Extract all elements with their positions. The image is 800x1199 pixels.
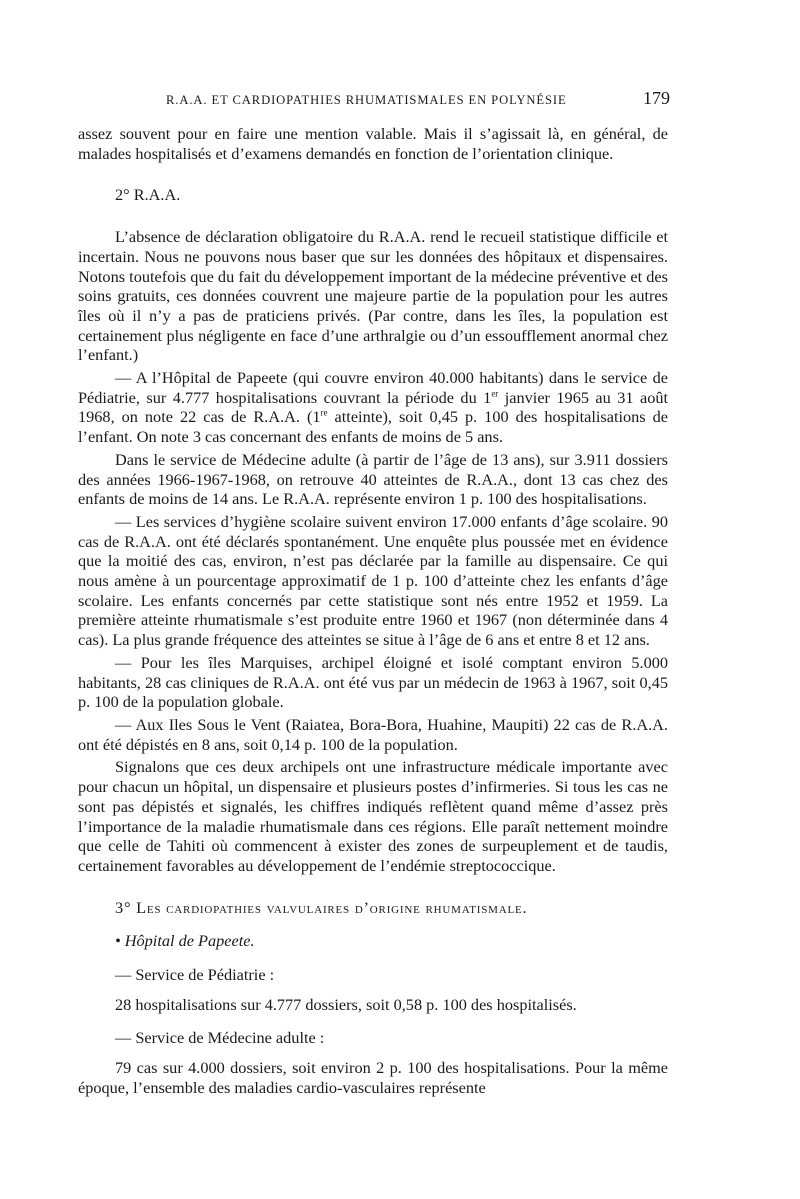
- paragraph-hopital-pediatrie: [78, 368, 668, 447]
- paragraph-signalons: Signalons que ces deux archipels ont une infrastructure médicale importante avec pour chacun un hôpital, un dispensaire et plusieurs postes d’infirmeries. Si tous les cas ne sont pas dépistés et signalés, les chiffres indiqués reflètent quand même d’assez près l’importance de la maladie rhumatismale dans ces régions. Elle paraît nettement moindre que celle de Tahiti où commencent à exister des zones de surpeuplement et de taudis, certainement favorables au développement de l’endémie streptococcique.: [78, 757, 668, 875]
- superscript: er: [491, 388, 499, 399]
- page-header: [78, 88, 670, 109]
- text-segment: atteinte), soit 0,45 p. 100 des hospitalisations de l’enfant. On note 3 cas concernant des enfants de moins de 5 ans.: [78, 407, 668, 447]
- paragraph-hygiene-scolaire: — Les services d’hygiène scolaire suivent environ 17.000 enfants d’âge scolaire. 90 cas de R.A.A. ont été déclarés spontanément. Une enquête plus poussée met en évidence que la moitié des cas, environ, n’est pas déclarée par la famille au dispensaire. Ce qui nous amène à un pourcentage approximatif de 1 p. 100 d’atteinte chez les enfants d’âge scolaire. Les enfants concernés par cette statistique sont nés entre 1952 et 1959. La première atteinte rhumatismale s’est produite entre 1960 et 1967 (non déterminée dans 4 cas). La plus grande fréquence des atteintes se situe à l’âge de 6 ans et entre 8 et 12 ans.: [78, 511, 668, 650]
- text-segment: janvier 1965 au 31 août 1968, on note 22 cas de R.A.A. (1: [78, 387, 668, 427]
- paragraph-raa-declaration: L’absence de déclaration obligatoire du R.A.A. rend le recueil statistique difficile et incertain. Nous ne pouvons nous baser que sur les données des hôpitaux et dispensaires. Notons toutefois que du fait du développement important de la médecine préventive et des soins gratuits, ces données couvrent une majeure partie de la population pour les autres îles où il n’y a pas de praticiens privés. (Par contre, dans les îles, la population est certainement plus négligente en face d’une arthralgie ou d’un essoufflement anormal chez l’enfant.): [78, 227, 668, 365]
- service-medecine-label: — Service de Médecine adulte :: [115, 1028, 325, 1048]
- paragraph-intro: assez souvent pour en faire une mention valable. Mais il s’agissait là, en général, de malades hospitalisés et d’examens demandés en fonction de l’orientation clinique.: [78, 124, 668, 163]
- page-number: 179: [643, 88, 670, 108]
- section-heading-cardiopathies: 3° Les cardiopathies valvulaires d’origine rhumatismale.: [115, 897, 528, 917]
- bullet-text: • Hôpital de Papeete.: [115, 931, 255, 951]
- section-heading-raa: 2° R.A.A.: [115, 185, 181, 205]
- superscript: re: [320, 408, 328, 419]
- running-title: R.A.A. ET CARDIOPATHIES RHUMATISMALES EN POLYNÉSIE: [166, 93, 567, 107]
- body-text: [78, 124, 668, 1098]
- text-segment: — A l’Hôpital de Papeete (qui couvre environ 40.000 habitants) dans le service de Pédiatrie, sur 4.777 hospitalisations couvrant la période du 1: [78, 368, 668, 407]
- stat-medecine: 79 cas sur 4.000 dossiers, soit environ 2 p. 100 des hospitalisations. Pour la même époque, l’ensemble des maladies cardio-vasculaires représente: [78, 1058, 668, 1097]
- stat-pediatrie: 28 hospitalisations sur 4.777 dossiers, soit 0,58 p. 100 des hospitalisés.: [115, 994, 577, 1014]
- paragraph-medecine-adulte: Dans le service de Médecine adulte (à partir de l’âge de 13 ans), sur 3.911 dossiers des années 1966-1967-1968, on retrouve 40 atteintes de R.A.A., dont 13 cas chez des enfants de moins de 14 ans. Le R.A.A. représente environ 1 p. 100 des hospitalisations.: [78, 449, 668, 509]
- paragraph-marquises: — Pour les îles Marquises, archipel éloigné et isolé comptant environ 5.000 habitants, 28 cas cliniques de R.A.A. ont été vus par un médecin de 1963 à 1967, soit 0,45 p. 100 de la population globale.: [78, 652, 668, 712]
- paragraph-iles-sous-le-vent: — Aux Iles Sous le Vent (Raiatea, Bora-Bora, Huahine, Maupiti) 22 cas de R.A.A. ont été dépistés en 8 ans, soit 0,14 p. 100 de la population.: [78, 714, 668, 754]
- bullet-hopital-papeete: [78, 931, 668, 951]
- service-pediatrie-label: — Service de Pédiatrie :: [115, 965, 275, 985]
